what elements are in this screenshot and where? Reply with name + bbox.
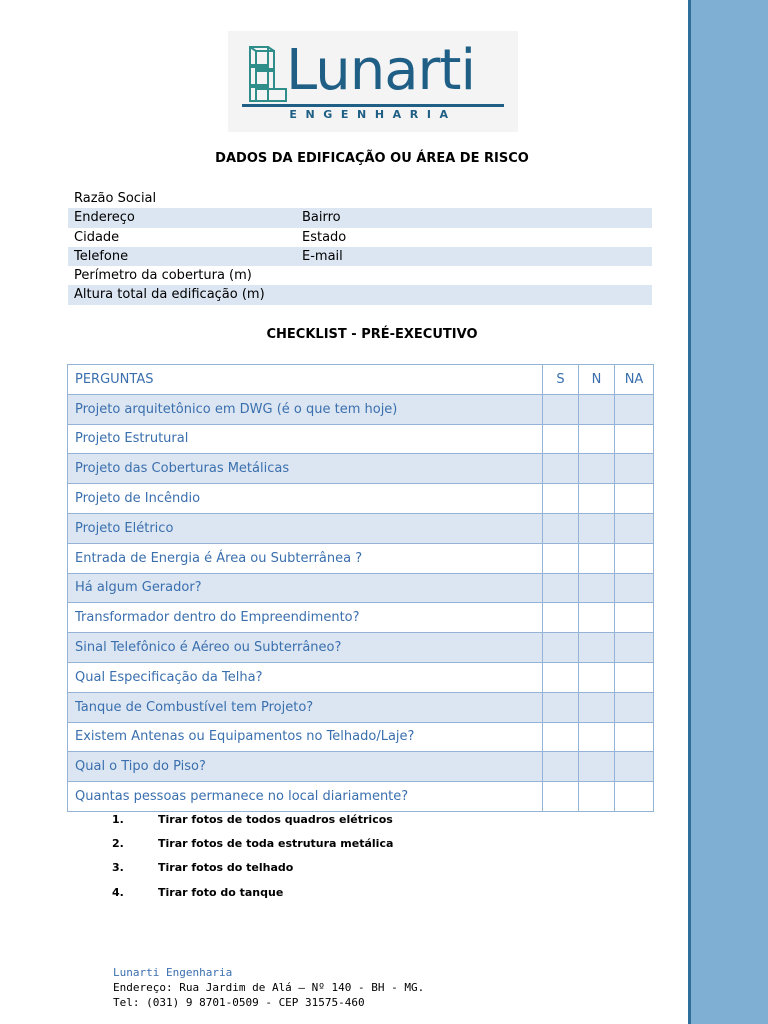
answer-cell-yes[interactable] — [543, 722, 579, 752]
checklist-row — [68, 603, 654, 633]
company-logo — [228, 31, 518, 132]
answer-cell-no[interactable] — [579, 484, 615, 514]
instruction-number: 2. — [112, 837, 124, 851]
footer-address: Endereço: Rua Jardim de Alá – Nº 140 - BH - MG. — [113, 981, 425, 994]
answer-cell-yes[interactable] — [543, 782, 579, 812]
no-column-header: N — [579, 365, 615, 395]
answer-cell-yes[interactable] — [543, 543, 579, 573]
answer-cell-na[interactable] — [615, 782, 654, 812]
answer-cell-na[interactable] — [615, 454, 654, 484]
checklist-question: Qual o Tipo do Piso? — [68, 752, 543, 782]
answer-cell-yes[interactable] — [543, 513, 579, 543]
logo-tagline: ENGENHARIA — [289, 108, 457, 121]
checklist-row — [68, 454, 654, 484]
info-label-right: E-mail — [302, 248, 343, 264]
footer-phone: Tel: (031) 9 8701-0509 - CEP 31575-460 — [113, 996, 365, 1009]
cube-stack-icon — [244, 43, 292, 107]
answer-cell-yes[interactable] — [543, 573, 579, 603]
checklist-question: Entrada de Energia é Área ou Subterrânea ? — [68, 543, 543, 573]
checklist-row — [68, 543, 654, 573]
answer-cell-no[interactable] — [579, 513, 615, 543]
instruction-text: Tirar fotos de toda estrutura metálica — [158, 837, 394, 851]
info-label: Altura total da edificação (m) — [74, 287, 265, 303]
checklist-row — [68, 782, 654, 812]
instruction-number: 1. — [112, 813, 124, 826]
answer-cell-no[interactable] — [579, 454, 615, 484]
building-info-table — [68, 189, 652, 305]
answer-cell-na[interactable] — [615, 513, 654, 543]
answer-cell-yes[interactable] — [543, 454, 579, 484]
checklist-question: Projeto Elétrico — [68, 513, 543, 543]
checklist-question: Projeto de Incêndio — [68, 484, 543, 514]
answer-cell-na[interactable] — [615, 722, 654, 752]
yes-column-header: S — [543, 365, 579, 395]
info-row — [68, 285, 652, 304]
answer-cell-na[interactable] — [615, 394, 654, 424]
answer-cell-na[interactable] — [615, 573, 654, 603]
checklist-question: Qual Especificação da Telha? — [68, 662, 543, 692]
checklist-question: Sinal Telefônico é Aéreo ou Subterrâneo? — [68, 633, 543, 663]
info-label: Telefone — [74, 248, 129, 264]
info-row — [68, 266, 652, 285]
answer-cell-yes[interactable] — [543, 424, 579, 454]
checklist-question: Existem Antenas ou Equipamentos no Telhado/Laje? — [68, 722, 543, 752]
instruction-number: 3. — [112, 861, 124, 875]
info-label: Endereço — [74, 210, 135, 226]
info-row — [68, 247, 652, 266]
answer-cell-na[interactable] — [615, 662, 654, 692]
answer-cell-na[interactable] — [615, 692, 654, 722]
checklist-row — [68, 692, 654, 722]
answer-cell-no[interactable] — [579, 722, 615, 752]
instruction-text: Tirar foto do tanque — [158, 885, 284, 899]
answer-cell-yes[interactable] — [543, 662, 579, 692]
answer-cell-na[interactable] — [615, 752, 654, 782]
info-label: Razão Social — [74, 191, 157, 206]
answer-cell-no[interactable] — [579, 782, 615, 812]
checklist-row — [68, 752, 654, 782]
info-label-right: Estado — [302, 229, 347, 245]
answer-cell-no[interactable] — [579, 752, 615, 782]
instruction-text: Tirar fotos de todos quadros elétricos — [158, 813, 393, 826]
logo-underline — [242, 104, 504, 107]
checklist-question: Há algum Gerador? — [68, 573, 543, 603]
answer-cell-na[interactable] — [615, 633, 654, 663]
checklist-question: Projeto Estrutural — [68, 424, 543, 454]
info-row — [68, 208, 652, 227]
checklist-row — [68, 573, 654, 603]
answer-cell-no[interactable] — [579, 424, 615, 454]
checklist-row — [68, 722, 654, 752]
info-label: Perímetro da cobertura (m) — [74, 268, 252, 284]
checklist-question: Projeto arquitetônico em DWG (é o que tem hoje) — [68, 394, 543, 424]
section-title-building-data: DADOS DA EDIFICAÇÃO OU ÁREA DE RISCO — [215, 151, 529, 166]
checklist-question: Transformador dentro do Empreendimento? — [68, 603, 543, 633]
footer-contact — [113, 965, 424, 1010]
answer-cell-na[interactable] — [615, 424, 654, 454]
answer-cell-no[interactable] — [579, 692, 615, 722]
checklist-question: Projeto das Coberturas Metálicas — [68, 454, 543, 484]
instruction-number: 4. — [112, 885, 124, 899]
checklist-row — [68, 394, 654, 424]
answer-cell-yes[interactable] — [543, 633, 579, 663]
footer-company: Lunarti Engenharia — [113, 966, 233, 979]
questions-column-header: PERGUNTAS — [68, 365, 543, 395]
answer-cell-yes[interactable] — [543, 394, 579, 424]
answer-cell-na[interactable] — [615, 484, 654, 514]
checklist-question: Quantas pessoas permanece no local diariamente? — [68, 782, 543, 812]
info-label-right: Bairro — [302, 210, 341, 226]
info-row — [68, 228, 652, 247]
checklist-header-row — [68, 365, 654, 395]
answer-cell-yes[interactable] — [543, 484, 579, 514]
na-column-header: NA — [615, 365, 654, 395]
checklist-row — [68, 662, 654, 692]
info-label: Cidade — [74, 229, 120, 245]
answer-cell-no[interactable] — [579, 603, 615, 633]
answer-cell-no[interactable] — [579, 662, 615, 692]
instruction-text: Tirar fotos do telhado — [158, 861, 294, 875]
info-row — [68, 189, 652, 208]
answer-cell-yes[interactable] — [543, 603, 579, 633]
answer-cell-yes[interactable] — [543, 692, 579, 722]
checklist-row — [68, 513, 654, 543]
checklist-table — [67, 364, 654, 812]
answer-cell-yes[interactable] — [543, 752, 579, 782]
checklist-row — [68, 633, 654, 663]
logo-wordmark: Lunarti — [286, 38, 476, 103]
section-title-checklist: CHECKLIST - PRÉ-EXECUTIVO — [266, 327, 478, 342]
checklist-row — [68, 484, 654, 514]
answer-cell-na[interactable] — [615, 603, 654, 633]
checklist-question: Tanque de Combustível tem Projeto? — [68, 692, 543, 722]
answer-cell-no[interactable] — [579, 543, 615, 573]
checklist-row — [68, 424, 654, 454]
answer-cell-no[interactable] — [579, 394, 615, 424]
answer-cell-na[interactable] — [615, 543, 654, 573]
answer-cell-no[interactable] — [579, 633, 615, 663]
answer-cell-no[interactable] — [579, 573, 615, 603]
